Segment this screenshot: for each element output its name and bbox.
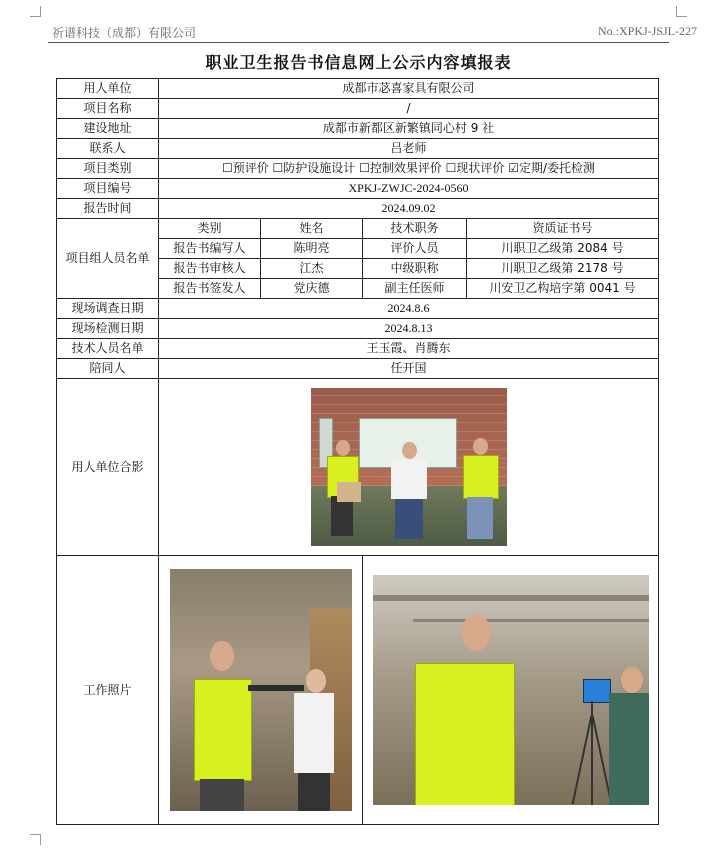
row-label: 项目类别 [57,159,159,179]
corner-mark-top-left [30,6,41,17]
team-header-title: 技术职务 [363,219,467,239]
group-photo [311,388,507,546]
group-photo-row [57,379,659,556]
member-cert: 川职卫乙级第 2178 号 [467,259,659,279]
row-label: 项目名称 [57,99,159,119]
contact-value: 吕老师 [159,139,659,159]
address-value: 成都市新都区新繁镇同心村 9 社 [159,119,659,139]
document-title: 职业卫生报告书信息网上公示内容填报表 [205,53,512,72]
team-header-name: 姓名 [261,219,363,239]
table-row [57,179,659,199]
table-row [57,119,659,139]
work-photo-2 [373,575,649,805]
header-divider [48,42,669,43]
member-title: 评价人员 [363,239,467,259]
work-photo-label: 工作照片 [57,556,159,825]
work-photo-cell-2 [363,556,659,825]
row-label: 联系人 [57,139,159,159]
member-title: 副主任医师 [363,279,467,299]
report-time-value: 2024.09.02 [159,199,659,219]
header-company: 祈谱科技（成都）有限公司 [52,26,197,40]
work-photo-1 [170,569,352,811]
table-row [57,299,659,319]
member-title: 中级职称 [363,259,467,279]
employer-value: 成都市苾喜家具有限公司 [159,79,659,99]
member-cert: 川安卫乙构培字第 0041 号 [467,279,659,299]
project-type-value: ☐预评价 ☐防护设施设计 ☐控制效果评价 ☐现状评价 ☑定期/委托检测 [159,159,659,179]
corner-mark-bottom-left [30,834,41,845]
header-doc-number: No.:XPKJ-JSJL-227 [597,24,697,38]
row-label: 报告时间 [57,199,159,219]
member-cert: 川职卫乙级第 2084 号 [467,239,659,259]
row-label: 技术人员名单 [57,339,159,359]
table-row [57,79,659,99]
row-label: 用人单位 [57,79,159,99]
project-name-value: / [159,99,659,119]
team-header-cert: 资质证书号 [467,219,659,239]
table-row [57,139,659,159]
row-label: 项目编号 [57,179,159,199]
survey-date-value: 2024.8.6 [159,299,659,319]
member-name: 江杰 [261,259,363,279]
work-photo-row [57,556,659,825]
accompany-value: 任开国 [159,359,659,379]
team-header-row [57,219,659,239]
member-name: 党庆德 [261,279,363,299]
team-header-category: 类别 [159,219,261,239]
member-name: 陈明亮 [261,239,363,259]
project-number-value: XPKJ-ZWJC-2024-0560 [159,179,659,199]
tech-staff-value: 王玉霞、肖腾东 [159,339,659,359]
member-category: 报告书签发人 [159,279,261,299]
table-row [57,99,659,119]
row-label: 陪同人 [57,359,159,379]
table-row [57,319,659,339]
member-category: 报告书编写人 [159,239,261,259]
group-photo-label: 用人单位合影 [57,379,159,556]
info-table [56,78,659,825]
row-label: 现场调查日期 [57,299,159,319]
row-label: 建设地址 [57,119,159,139]
team-label: 项目组人员名单 [57,219,159,299]
table-row [57,339,659,359]
table-row [57,199,659,219]
group-photo-cell [159,379,659,556]
member-category: 报告书审核人 [159,259,261,279]
table-row [57,159,659,179]
test-date-value: 2024.8.13 [159,319,659,339]
table-row [57,359,659,379]
row-label: 现场检测日期 [57,319,159,339]
corner-mark-top-right [676,6,687,17]
work-photo-cell-1 [159,556,363,825]
